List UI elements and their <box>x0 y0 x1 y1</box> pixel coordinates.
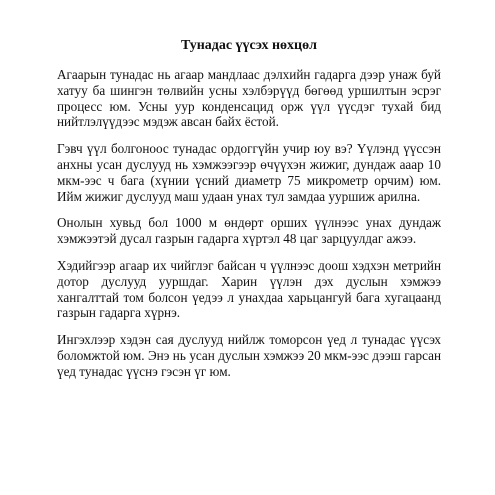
paragraph-1: Агаарын тунадас нь агаар мандлаас дэлхийн гадарга дээр унаж буй хатуу ба шингэн төлвийн усны хэлбэрүүд бөгөөд уршилтын эсрэг процесс юм. Усны уур конденсацид орж үүл үүсдэг тухай бид нийтлэлүүдээс мэдэж авсан байх ёстой. <box>57 67 441 130</box>
paragraph-4: Хэдийгээр агаар их чийглэг байсан ч үүлнээс доош хэдхэн метрийн дотор дуслууд ууршдаг. Харин үүлэн дэх дуслын хэмжээ хангалттай том болсон үедээ л унахдаа харьцангуй бага хугацаанд газрын гадарга хүрнэ. <box>57 257 441 321</box>
paragraph-5: Ингэхлээр хэдэн сая дуслууд нийлж томорсон үед л тунадас үүсэх боломжтой юм. Энэ нь усан дуслын хэмжээ 20 мкм-ээс дээш гарсан үед тунадас үүснэ гэсэн үг юм. <box>57 332 441 379</box>
document-page <box>57 37 441 391</box>
document-title: Тунадас үүсэх нөхцөл <box>181 38 317 53</box>
paragraph-3: Онолын хувьд бол 1000 м өндөрт орших үүлнээс унах дундаж хэмжээтэй дусал газрын гадарга хүртэл 48 цаг зарцуулдаг ажээ. <box>57 215 441 247</box>
paragraph-2: Гэвч үүл болгоноос тунадас ордоггүйн учир юу вэ? Үүлэнд үүссэн анхны усан дуслууд нь хэмжээгээр өчүүхэн жижиг, дундаж ааар 10 мкм-ээс ч бага (хүнии үсний диаметр 75 микрометр орчим) юм. Ийм жижиг дуслууд маш удаан унах тул замдаа ууршиж арилна. <box>57 141 441 204</box>
